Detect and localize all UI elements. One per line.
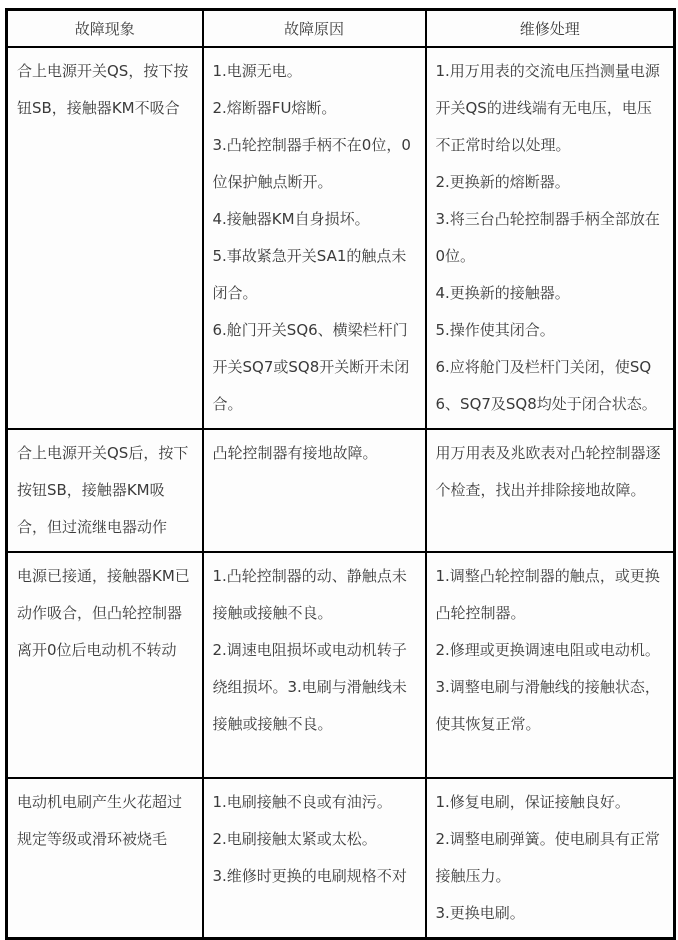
cell-paragraph: 合上电源开关QS，按下按钮SB，接触器KM不吸合 [17,62,189,117]
cell-remedies [426,778,675,939]
fault-diagnosis-table [5,8,676,940]
header-fault-cause: 故障原因 [203,10,426,48]
cell-paragraph: 1.用万用表的交流电压挡测量电源开关QS的进线端有无电压，电压不正常时给以处理。 [435,62,660,154]
cell-causes [203,429,426,552]
cell-paragraph: 3.凸轮控制器手柄不在0位，0位保护触点断开。 [212,136,411,191]
cell-paragraph: 1.修复电刷，保证接触良好。 [435,793,630,811]
cell-paragraph: 3.将三台凸轮控制器手柄全部放在0位。 [435,210,660,265]
cell-phenomenon [7,552,203,778]
cell-paragraph: 2.更换新的熔断器。 [435,173,570,191]
table-row [7,778,675,939]
cell-paragraph: 用万用表及兆欧表对凸轮控制器逐个检查，找出并排除接地故障。 [435,444,661,499]
cell-paragraph: 电动机电刷产生火花超过规定等级或滑环被烧毛 [17,793,183,848]
cell-paragraph: 2.熔断器FU熔断。 [212,99,337,117]
cell-causes [203,47,426,429]
cell-causes [203,552,426,778]
cell-paragraph: 1.电源无电。 [212,62,302,80]
table-row [7,429,675,552]
cell-phenomenon [7,778,203,939]
cell-paragraph: 2.修理或更换调速电阻或电动机。 [435,641,660,659]
cell-remedies [426,429,675,552]
cell-paragraph: 2.调整电刷弹簧。使电刷具有正常接触压力。 [435,830,660,885]
table-body [7,47,675,939]
cell-paragraph: 1.凸轮控制器的动、静触点未接触或接触不良。 [212,567,407,622]
header-fault-phenomenon: 故障现象 [7,10,203,48]
cell-causes [203,778,426,939]
cell-paragraph: 4.接触器KM自身损坏。 [212,210,370,228]
cell-paragraph: 1.调整凸轮控制器的触点，或更换凸轮控制器。 [435,567,660,622]
table-header-row [7,10,675,48]
cell-paragraph: 2.调速电阻损坏或电动机转子绕组损坏。3.电刷与滑触线未接触或接触不良。 [212,641,407,733]
cell-paragraph: 6.舱门开关SQ6、横梁栏杆门开关SQ7或SQ8开关断开未闭合。 [212,321,410,413]
cell-paragraph: 5.事故紧急开关SA1的触点未闭合。 [212,247,407,302]
cell-paragraph: 合上电源开关QS后，按下按钮SB，接触器KM吸合，但过流继电器动作 [17,444,189,536]
cell-phenomenon [7,47,203,429]
table-row [7,47,675,429]
cell-paragraph: 6.应将舱门及栏杆门关闭，使SQ6、SQ7及SQ8均处于闭合状态。 [435,358,657,413]
header-repair-treatment: 维修处理 [426,10,675,48]
cell-paragraph: 5.操作使其闭合。 [435,321,555,339]
cell-paragraph: 3.调整电刷与滑触线的接触状态，使其恢复正常。 [435,678,660,733]
table-row [7,552,675,778]
cell-paragraph: 电源已接通，接触器KM已动作吸合，但凸轮控制器离开0位后电动机不转动 [17,567,190,659]
cell-paragraph: 4.更换新的接触器。 [435,284,570,302]
cell-paragraph: 3.维修时更换的电刷规格不对 [212,867,407,885]
cell-remedies [426,47,675,429]
cell-paragraph: 凸轮控制器有接地故障。 [212,444,378,462]
cell-phenomenon [7,429,203,552]
cell-remedies [426,552,675,778]
cell-paragraph: 2.电刷接触太紧或太松。 [212,830,377,848]
cell-paragraph: 1.电刷接触不良或有油污。 [212,793,392,811]
cell-paragraph: 3.更换电刷。 [435,904,525,922]
